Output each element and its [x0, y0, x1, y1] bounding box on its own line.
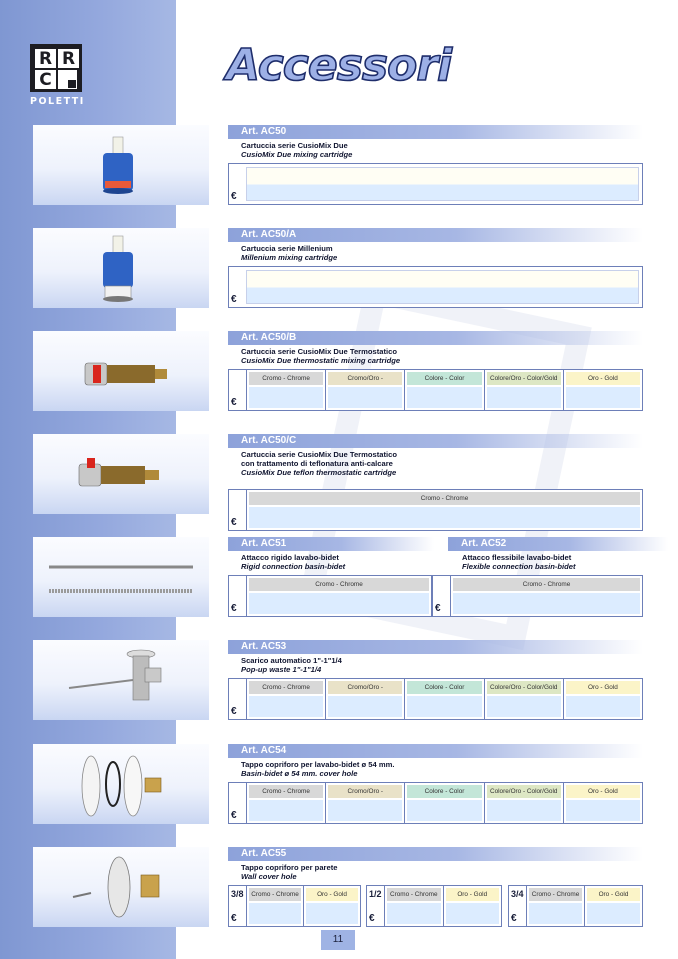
- connection-hoses-image: [33, 537, 209, 617]
- price-cell[interactable]: [487, 800, 561, 821]
- finish-column: [563, 783, 642, 823]
- price-cell[interactable]: [407, 800, 481, 821]
- finish-column: [484, 370, 563, 410]
- description-it: Cartuccia serie Millenium: [241, 244, 333, 253]
- price-field[interactable]: [246, 270, 639, 304]
- finish-price-table: [228, 782, 643, 824]
- description-it: Attacco flessibile lavabo-bidet: [462, 553, 572, 562]
- finish-label: Cromo - Chrome: [249, 578, 429, 591]
- price-cell[interactable]: [328, 387, 402, 408]
- euro-sign: €: [231, 913, 237, 924]
- thermostatic-cartridge-image: [33, 331, 209, 411]
- price-field[interactable]: [246, 167, 639, 201]
- size-price-table: [508, 885, 643, 927]
- finish-column: [246, 576, 431, 616]
- page-title: Accessori: [226, 40, 452, 91]
- size-price-table: [228, 885, 361, 927]
- description-en: CusioMix Due thermostatic mixing cartridge: [241, 356, 401, 365]
- euro-sign: €: [231, 191, 237, 202]
- price-cell[interactable]: [387, 903, 441, 924]
- article-code: Art. AC50/B: [228, 331, 643, 345]
- description-it: Tappo copriforo per parete: [241, 863, 338, 872]
- product-description: [241, 244, 337, 262]
- price-box: [228, 266, 643, 308]
- finish-column: [563, 370, 642, 410]
- finish-columns: [246, 679, 642, 719]
- price-cell[interactable]: [453, 593, 640, 614]
- finish-label: Oro - Gold: [587, 888, 640, 901]
- finish-column: [246, 490, 642, 530]
- thermostatic-cartridge-image: [33, 434, 209, 514]
- article-code: Art. AC54: [228, 744, 643, 758]
- finish-label: Oro - Gold: [566, 785, 640, 798]
- finish-columns: [246, 370, 642, 410]
- logo-letter: R: [58, 49, 79, 68]
- article-code: Art. AC50/A: [228, 228, 643, 242]
- finish-column: [303, 886, 360, 926]
- wall-cover-hole-image: [33, 847, 209, 927]
- euro-sign: €: [231, 706, 237, 717]
- price-cell[interactable]: [249, 387, 323, 408]
- price-cell[interactable]: [529, 903, 582, 924]
- article-code: Art. AC50: [228, 125, 643, 139]
- article-code: Art. AC52: [448, 537, 668, 551]
- description-it: Tappo copriforo per lavabo-bidet ø 54 mm.: [241, 760, 395, 769]
- product-image: [33, 125, 209, 205]
- product-image: [33, 228, 209, 308]
- price-cell[interactable]: [566, 800, 640, 821]
- price-cell[interactable]: [249, 507, 640, 528]
- finish-columns: [526, 886, 642, 926]
- finish-columns: [246, 576, 431, 616]
- euro-sign: €: [231, 294, 237, 305]
- finish-label: Cromo - Chrome: [249, 888, 301, 901]
- finish-price-table: [228, 678, 643, 720]
- price-cell[interactable]: [306, 903, 358, 924]
- description-it: Attacco rigido lavabo-bidet: [241, 553, 339, 562]
- article-code: Art. AC50/C: [228, 434, 643, 448]
- popup-waste-image: [33, 640, 209, 720]
- product-image: [33, 847, 209, 927]
- finish-label: Colore - Color: [407, 785, 481, 798]
- finish-column: [246, 679, 325, 719]
- description-en: Pop-up waste 1"-1"1/4: [241, 665, 322, 674]
- brand-logo: [30, 44, 85, 107]
- price-cell[interactable]: [328, 800, 402, 821]
- description-it-line2: con trattamento di teflonatura anti-calcare: [241, 459, 393, 468]
- finish-column: [246, 783, 325, 823]
- price-cell[interactable]: [407, 387, 481, 408]
- euro-sign: €: [231, 517, 237, 528]
- finish-price-table: [228, 575, 432, 617]
- price-cell[interactable]: [566, 696, 640, 717]
- finish-column: [246, 370, 325, 410]
- page-number: 11: [321, 930, 355, 950]
- product-description: [462, 553, 576, 571]
- price-cell[interactable]: [249, 696, 323, 717]
- size-label: 1/2: [369, 889, 382, 899]
- finish-label: Oro - Gold: [566, 372, 640, 385]
- price-cell[interactable]: [328, 696, 402, 717]
- description-it: Cartuccia serie CusioMix Due: [241, 141, 348, 150]
- euro-sign: €: [435, 603, 441, 614]
- size-label: 3/8: [231, 889, 244, 899]
- product-image: [33, 640, 209, 720]
- finish-price-table: [228, 489, 643, 531]
- euro-sign: €: [231, 397, 237, 408]
- product-description: [241, 553, 345, 571]
- finish-columns: [450, 576, 642, 616]
- finish-label: Cromo - Chrome: [387, 888, 441, 901]
- finish-label: Colore/Oro - Color/Gold: [487, 681, 561, 694]
- finish-column: [404, 783, 483, 823]
- description-it: Cartuccia serie CusioMix Due Termostatico: [241, 450, 398, 459]
- description-en: CusioMix Due teflon thermostatic cartridge: [241, 468, 397, 477]
- finish-label: Cromo - Chrome: [249, 785, 323, 798]
- finish-label: Oro - Gold: [446, 888, 500, 901]
- article-code: Art. AC53: [228, 640, 643, 654]
- size-price-table: [366, 885, 502, 927]
- euro-sign: €: [231, 810, 237, 821]
- finish-column: [584, 886, 642, 926]
- finish-column: [404, 370, 483, 410]
- finish-column: [325, 370, 404, 410]
- finish-label: Oro - Gold: [566, 681, 640, 694]
- brand-name: POLETTI: [30, 96, 85, 107]
- euro-sign: €: [511, 913, 517, 924]
- description-en: CusioMix Due mixing cartridge: [241, 150, 353, 159]
- article-code: Art. AC51: [228, 537, 434, 551]
- finish-label: Oro - Gold: [306, 888, 358, 901]
- product-description: [241, 863, 337, 881]
- price-cell[interactable]: [446, 903, 500, 924]
- finish-columns: [246, 490, 642, 530]
- price-cell[interactable]: [587, 903, 640, 924]
- price-cell[interactable]: [249, 800, 323, 821]
- cartridge-image: [33, 228, 209, 308]
- description-en: Wall cover hole: [241, 872, 297, 881]
- finish-column: [443, 886, 502, 926]
- finish-label: Colore - Color: [407, 681, 481, 694]
- finish-label: Colore - Color: [407, 372, 481, 385]
- finish-label: Cromo - Chrome: [453, 578, 640, 591]
- finish-label: Cromo - Chrome: [249, 681, 323, 694]
- cartridge-image: [33, 125, 209, 205]
- product-description: [241, 141, 352, 159]
- price-cell[interactable]: [249, 903, 301, 924]
- finish-label: Cromo - Chrome: [249, 492, 640, 505]
- price-cell[interactable]: [407, 696, 481, 717]
- logo-square: [58, 70, 77, 89]
- logo-mark: [30, 44, 82, 92]
- product-image: [33, 331, 209, 411]
- finish-column: [325, 783, 404, 823]
- logo-letter: C: [35, 70, 56, 89]
- finish-price-table: [432, 575, 643, 617]
- logo-letter: R: [35, 49, 56, 68]
- finish-column: [384, 886, 443, 926]
- finish-label: Cromo/Oro -: [328, 785, 402, 798]
- article-code: Art. AC55: [228, 847, 643, 861]
- finish-label: Colore/Oro - Color/Gold: [487, 372, 561, 385]
- description-it: Cartuccia serie CusioMix Due Termostatico: [241, 347, 398, 356]
- description-en: Rigid connection basin-bidet: [241, 562, 346, 571]
- product-description: [241, 656, 342, 674]
- finish-label: Cromo/Oro -: [328, 681, 402, 694]
- finish-label: Cromo - Chrome: [249, 372, 323, 385]
- product-description: [241, 760, 394, 778]
- product-description: [241, 450, 397, 477]
- price-cell[interactable]: [487, 696, 561, 717]
- euro-sign: €: [369, 913, 375, 924]
- finish-column: [246, 886, 303, 926]
- finish-column: [526, 886, 584, 926]
- finish-price-table: [228, 369, 643, 411]
- finish-column: [484, 783, 563, 823]
- euro-sign: €: [231, 603, 237, 614]
- finish-label: Colore/Oro - Color/Gold: [487, 785, 561, 798]
- price-cell[interactable]: [566, 387, 640, 408]
- cover-hole-kit-image: [33, 744, 209, 824]
- finish-column: [563, 679, 642, 719]
- product-description: [241, 347, 400, 365]
- price-cell[interactable]: [487, 387, 561, 408]
- product-image: [33, 434, 209, 514]
- price-box: [228, 163, 643, 205]
- description-it: Scarico automatico 1"-1"1/4: [241, 656, 342, 665]
- finish-label: Cromo - Chrome: [529, 888, 582, 901]
- finish-column: [325, 679, 404, 719]
- finish-columns: [246, 783, 642, 823]
- price-cell[interactable]: [249, 593, 429, 614]
- size-label: 3/4: [511, 889, 524, 899]
- finish-column: [484, 679, 563, 719]
- product-image: [33, 537, 209, 617]
- finish-columns: [384, 886, 501, 926]
- description-en: Basin-bidet ø 54 mm. cover hole: [241, 769, 358, 778]
- finish-columns: [246, 886, 360, 926]
- product-image: [33, 744, 209, 824]
- finish-label: Cromo/Oro -: [328, 372, 402, 385]
- finish-column: [450, 576, 642, 616]
- finish-column: [404, 679, 483, 719]
- description-en: Millenium mixing cartridge: [241, 253, 338, 262]
- description-en: Flexible connection basin-bidet: [462, 562, 576, 571]
